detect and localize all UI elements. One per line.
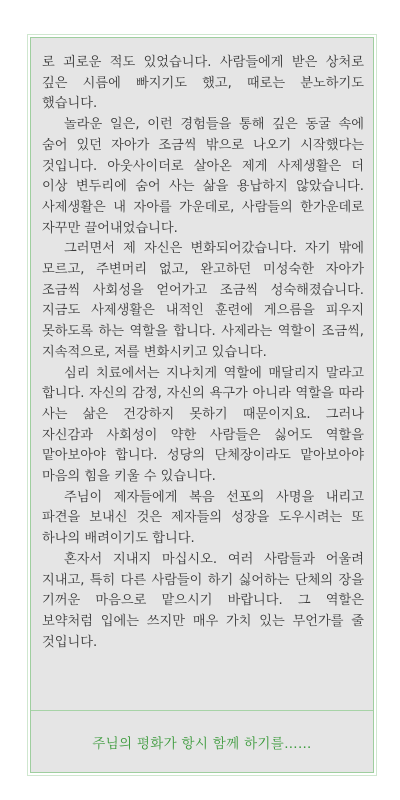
- footer-blessing: 주님의 평화가 항시 함께 하기를……: [92, 736, 312, 752]
- article-paragraph: 심리 치료에서는 지나치게 역할에 매달리지 말라고 합니다. 자신의 감정, 자신의 욕구가 아니라 역할을 따라 사는 삶은 건강하지 못하기 때문이지요. 그러나 자신감과 사회성이 약한 사람들은 싫어도 역할을 맡아보아야 합니다. 성당의 단체장이라도 맡아보아야 마음의 힘을 키울 수 있습니다.: [42, 365, 364, 485]
- article-body: [42, 53, 364, 653]
- article-paragraph: 놀라운 일은, 이런 경험들을 통해 깊은 동굴 속에 숨어 있던 자아가 조금씩 밖으로 나오기 시작했다는 것입니다. 아웃사이더로 살아온 제게 사제생활은 더 이상 변두리에 숨어 사는 삶을 용납하지 않았습니다. 사제생활은 내 자아를 가운데로, 사람들의 한가운데로 자꾸만 끌어내었습니다.: [42, 117, 364, 236]
- content-panel: [30, 37, 374, 773]
- footer-divider: [31, 710, 373, 711]
- article-paragraph: 주님이 제자들에게 복음 선포의 사명을 내리고 파견을 보내신 것은 제자들의 성장을 도우시려는 또 하나의 배려이기도 합니다.: [42, 489, 364, 547]
- article-paragraph: 그러면서 제 자신은 변화되어갔습니다. 자기 밖에 모르고, 주변머리 없고, 완고하던 미성숙한 자아가 조금씩 사회성을 얻어가고 조금씩 성숙해졌습니다. 지금도 사제생활은 내적인 훈련에 게으름을 피우지 못하도록 하는 역할을 합니다. 사제라는 역할이 조금씩, 지속적으로, 저를 변화시키고 있습니다.: [42, 241, 364, 360]
- article-paragraph: 로 괴로운 적도 있었습니다. 사람들에게 받은 상처로 깊은 시름에 빠지기도 했고, 때로는 분노하기도 했습니다.: [42, 55, 364, 112]
- article-paragraph: 혼자서 지내지 마십시오. 여러 사람들과 어울려 지내고, 특히 다른 사람들이 하기 싫어하는 단체의 장을 기꺼운 마음으로 맡으시기 바랍니다. 그 역할은 보약처럼 입에는 쓰지만 매우 가치 있는 무언가를 줄 것입니다.: [42, 551, 364, 650]
